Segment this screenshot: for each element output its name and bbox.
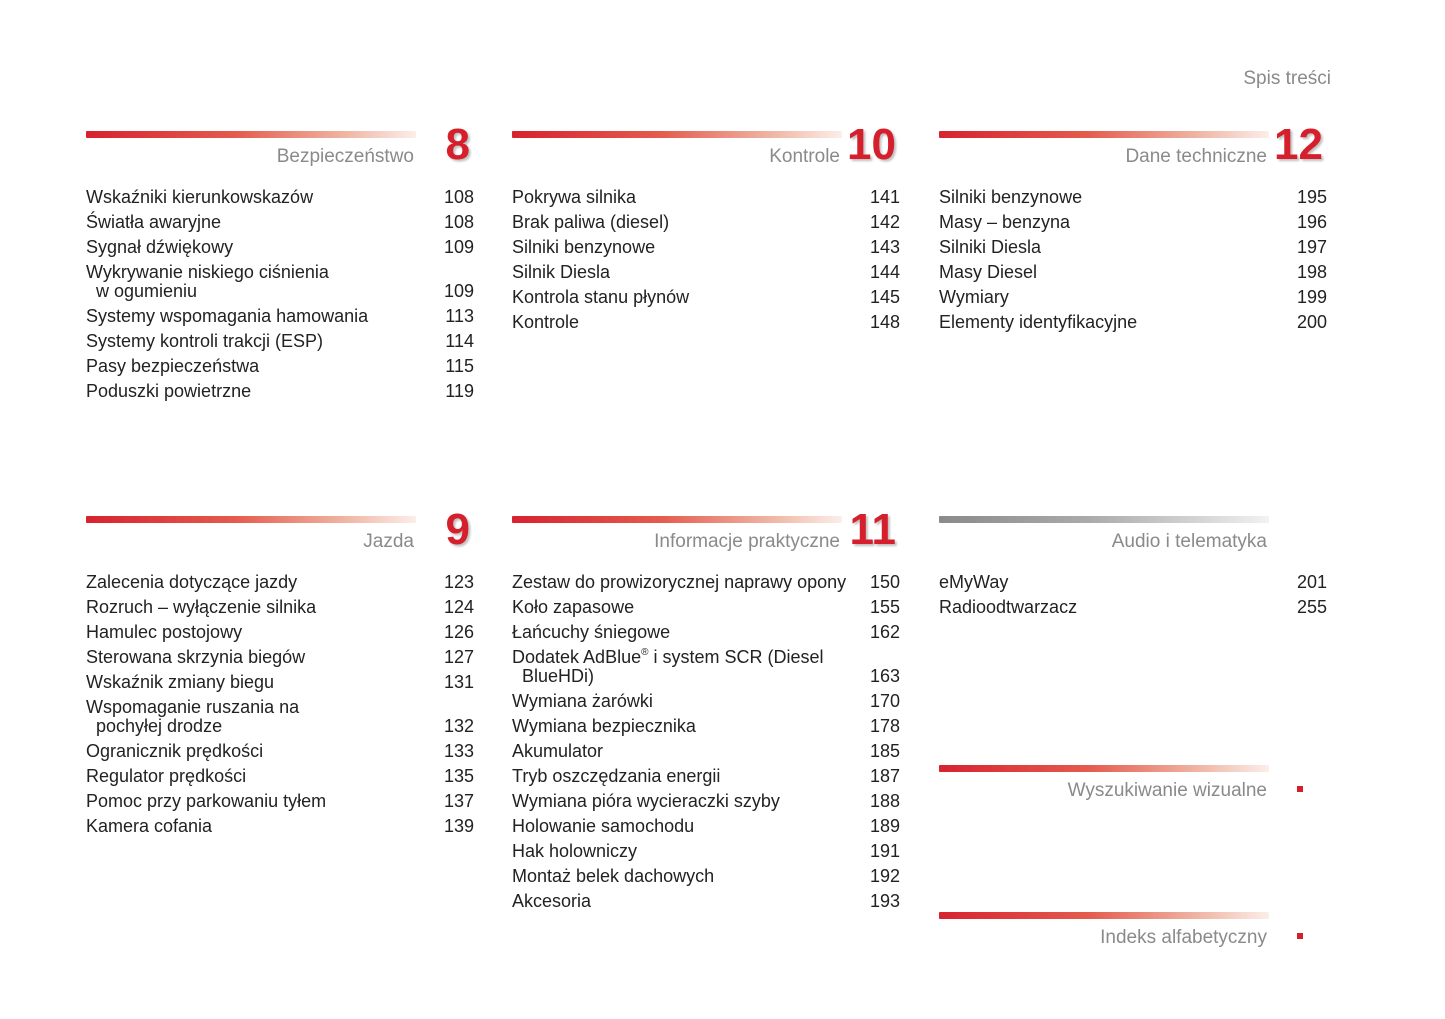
toc-entry[interactable] [512,764,900,789]
toc-page: 162 [869,622,900,642]
toc-label: Pomoc przy parkowaniu tyłem [86,791,327,811]
section-visual-search[interactable] [939,765,1327,819]
toc-label: Wskaźniki kierunkowskazów [86,187,314,207]
toc-label: Brak paliwa (diesel) [512,212,670,232]
page-title: Spis treści [1243,68,1331,89]
toc-page: 137 [443,791,474,811]
toc-entry[interactable] [512,645,900,689]
section-header [939,516,1327,570]
toc-label: Hamulec postojowy [86,622,243,642]
toc-page: 200 [1296,312,1327,332]
section-12-technical-data [939,120,1327,335]
toc-entry[interactable] [512,789,900,814]
toc-label: Kamera cofania [86,816,213,836]
toc-page: 192 [869,866,900,886]
toc-entry[interactable] [86,304,474,329]
section-bar [512,516,842,523]
toc-label: Regulator prędkości [86,766,247,786]
toc-entry[interactable] [86,354,474,379]
toc-entry[interactable] [512,235,900,260]
section-bar [86,516,416,523]
section-header [512,120,900,185]
toc-entry[interactable] [512,185,900,210]
toc-entry[interactable] [939,595,1327,620]
toc-page: 196 [1296,212,1327,232]
toc-label: Masy Diesel [939,262,1038,282]
toc-label: eMyWay [939,572,1009,592]
section-8-safety [86,120,474,404]
toc-label: Kontrola stanu płynów [512,287,690,307]
toc-entry[interactable] [86,379,474,404]
toc-list [86,570,474,839]
toc-page: 163 [869,666,900,686]
section-header [939,912,1327,966]
toc-label: Koło zapasowe [512,597,635,617]
toc-page: 123 [443,572,474,592]
toc-entry[interactable] [86,764,474,789]
toc-page: 150 [869,572,900,592]
square-bullet-icon [1297,786,1303,792]
section-title[interactable]: Informacje praktyczne [654,531,840,552]
section-9-driving [86,505,474,839]
toc-page: 170 [869,691,900,711]
toc-label: Wskaźnik zmiany biegu [86,672,275,692]
toc-page: 144 [869,262,900,282]
toc-entry[interactable] [86,185,474,210]
toc-label: Holowanie samochodu [512,816,695,836]
toc-page: 143 [869,237,900,257]
toc-label: Hak holowniczy [512,841,638,861]
toc-label-line2: w ogumieniu [96,281,198,301]
toc-entry[interactable] [86,739,474,764]
toc-list [86,185,474,404]
toc-page: 145 [869,287,900,307]
toc-page: 201 [1296,572,1327,592]
toc-page: 131 [443,672,474,692]
toc-label: Ogranicznik prędkości [86,741,264,761]
toc-entry[interactable] [86,789,474,814]
toc-label: Silniki Diesla [939,237,1042,257]
toc-label: Akcesoria [512,891,592,911]
toc-page: 141 [869,187,900,207]
toc-label: Poduszki powietrzne [86,381,252,401]
section-10-checks [512,120,900,335]
toc-label: Sygnał dźwiękowy [86,237,234,257]
toc-entry[interactable] [939,260,1327,285]
toc-page: 188 [869,791,900,811]
section-bar [939,516,1269,523]
section-header [86,505,474,570]
section-bar [512,131,842,138]
toc-page: 155 [869,597,900,617]
toc-label: Elementy identyfikacyjne [939,312,1138,332]
toc-entry[interactable] [512,814,900,839]
toc-page: 139 [443,816,474,836]
toc-page: 178 [869,716,900,736]
section-title[interactable]: Dane techniczne [1125,146,1267,167]
toc-entry[interactable] [512,714,900,739]
toc-page: 187 [869,766,900,786]
toc-label-part: i system SCR (Diesel [648,647,824,667]
toc-label: Zestaw do prowizorycznej naprawy opony [512,572,847,592]
section-title[interactable]: Kontrole [769,146,840,167]
toc-page: 189 [869,816,900,836]
toc-entry[interactable] [512,620,900,645]
toc-label: Tryb oszczędzania energii [512,766,721,786]
toc-label [512,648,860,686]
section-number[interactable]: 8 [445,120,470,169]
toc-label: Systemy wspomagania hamowania [86,306,369,326]
toc-entry[interactable] [512,210,900,235]
toc-label: Zalecenia dotyczące jazdy [86,572,298,592]
toc-page: 142 [869,212,900,232]
section-title[interactable]: Wyszukiwanie wizualne [1067,780,1267,801]
toc-page: 115 [445,356,474,376]
section-header [939,765,1327,819]
toc-entry[interactable] [939,570,1327,595]
toc-entry[interactable] [512,739,900,764]
toc-page: 255 [1296,597,1327,617]
toc-label: Światła awaryjne [86,212,222,232]
toc-label: Łańcuchy śniegowe [512,622,671,642]
toc-entry[interactable] [86,329,474,354]
toc-page: 133 [443,741,474,761]
toc-entry[interactable] [86,814,474,839]
section-title[interactable]: Audio i telematyka [1111,531,1267,552]
section-number[interactable]: 11 [849,505,896,554]
section-alphabetical-index[interactable] [939,912,1327,966]
toc-list [512,570,900,914]
section-bar [86,131,416,138]
toc-entry[interactable] [512,310,900,335]
section-header [86,120,474,185]
toc-label: Sterowana skrzynia biegów [86,647,306,667]
toc-label: Wymiary [939,287,1009,307]
toc-page: 114 [445,331,474,351]
toc-entry[interactable] [86,235,474,260]
toc-page: 109 [443,281,474,301]
toc-page: 198 [1296,262,1327,282]
toc-label: Rozruch – wyłączenie silnika [86,597,317,617]
toc-entry[interactable] [86,260,474,304]
toc-list [512,185,900,335]
toc-label: Akumulator [512,741,604,761]
toc-page: 108 [443,212,474,232]
toc-label: Wymiana żarówki [512,691,653,711]
section-title[interactable]: Jazda [363,531,414,552]
toc-list [939,185,1327,335]
toc-entry[interactable] [86,645,474,670]
toc-page: 191 [869,841,900,861]
toc-entry[interactable] [512,595,900,620]
section-bar [939,912,1269,919]
toc-page: 185 [869,741,900,761]
toc-page: 108 [443,187,474,207]
toc-entry[interactable] [86,210,474,235]
toc-label-line1: Wspomaganie ruszania na [86,697,300,717]
section-title[interactable]: Indeks alfabetyczny [1100,927,1267,948]
toc-page: 132 [443,716,474,736]
toc-page: 148 [869,312,900,332]
toc-entry[interactable] [512,689,900,714]
toc-label [86,263,434,301]
toc-label-part: Dodatek AdBlue [512,647,642,667]
toc-label-line2: BlueHDi) [522,666,595,686]
section-bar [939,131,1269,138]
toc-label: Systemy kontroli trakcji (ESP) [86,331,324,351]
section-number[interactable]: 10 [847,120,896,169]
toc-entry[interactable] [939,235,1327,260]
toc-page: 193 [869,891,900,911]
section-number[interactable]: 9 [445,505,470,554]
toc-entry[interactable] [939,185,1327,210]
toc-entry[interactable] [86,570,474,595]
toc-label: Wymiana pióra wycieraczki szyby [512,791,780,811]
toc-label: Radioodtwarzacz [939,597,1078,617]
section-title[interactable]: Bezpieczeństwo [276,146,414,167]
toc-label: Wymiana bezpiecznika [512,716,696,736]
section-bar [939,765,1269,772]
toc-page: 127 [443,647,474,667]
toc-page: 109 [443,237,474,257]
toc-label: Silniki benzynowe [512,237,656,257]
toc-page: 126 [443,622,474,642]
toc-page: 199 [1296,287,1327,307]
toc-list [939,570,1327,620]
toc-label-line2: pochyłej drodze [96,716,223,736]
toc-entry[interactable] [512,889,900,914]
toc-entry[interactable] [939,310,1327,335]
registered-mark: ® [641,647,649,658]
toc-page: 195 [1296,187,1327,207]
toc-entry[interactable] [86,670,474,695]
toc-page: 135 [443,766,474,786]
toc-page: 124 [443,597,474,617]
toc-label: Pasy bezpieczeństwa [86,356,260,376]
toc-entry[interactable] [939,285,1327,310]
toc-entry[interactable] [512,570,900,595]
toc-entry[interactable] [512,260,900,285]
toc-label: Silniki benzynowe [939,187,1083,207]
toc-label: Masy – benzyna [939,212,1071,232]
toc-label [86,698,434,736]
toc-entry[interactable] [86,595,474,620]
toc-label: Kontrole [512,312,580,332]
toc-entry[interactable] [86,620,474,645]
section-header [939,120,1327,185]
toc-page: 197 [1296,237,1327,257]
section-audio-telematics [939,516,1327,620]
toc-entry[interactable] [512,839,900,864]
toc-entry[interactable] [512,285,900,310]
toc-label-line1: Wykrywanie niskiego ciśnienia [86,262,329,282]
toc-label: Montaż belek dachowych [512,866,715,886]
toc-entry[interactable] [512,864,900,889]
toc-page: 119 [445,381,474,401]
section-number[interactable]: 12 [1274,120,1323,169]
toc-page: 113 [445,306,474,326]
square-bullet-icon [1297,933,1303,939]
toc-label: Pokrywa silnika [512,187,637,207]
toc-entry[interactable] [86,695,474,739]
section-header [512,505,900,570]
section-11-practical-info [512,505,900,914]
toc-entry[interactable] [939,210,1327,235]
toc-label: Silnik Diesla [512,262,611,282]
